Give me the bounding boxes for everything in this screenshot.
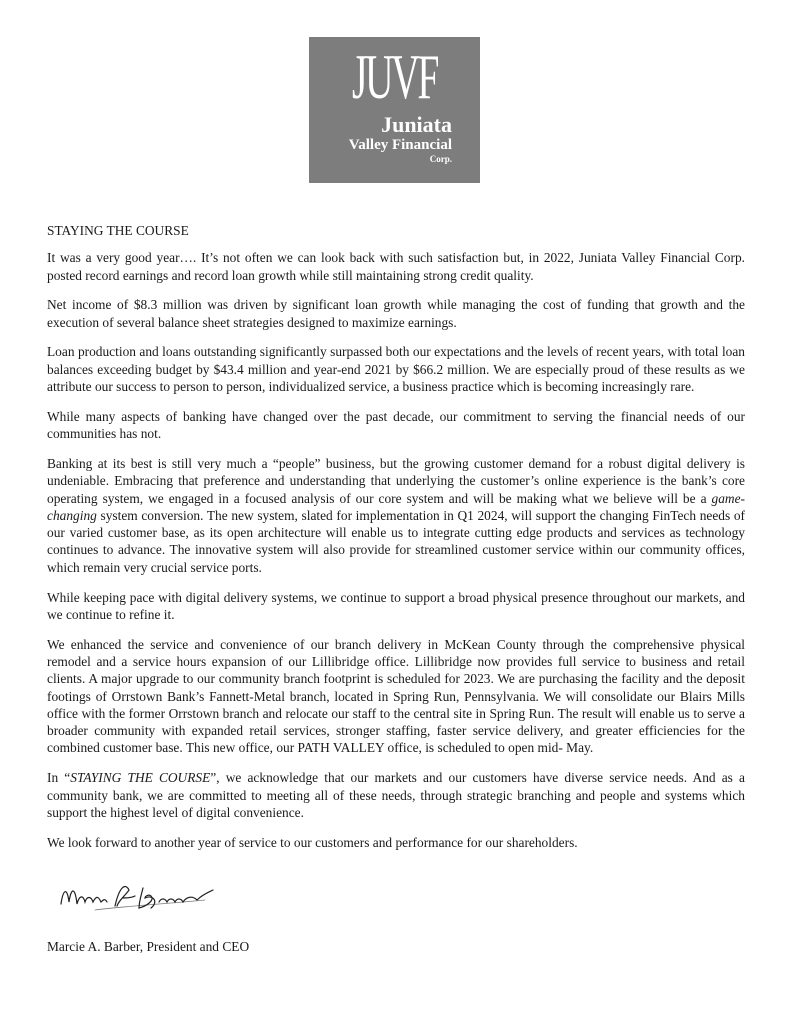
paragraph-loan-production: Loan production and loans outstanding significantly surpassed both our expectations and the levels of recent years, with total loan balances exceeding budget by $43.4 million and year-end 2021 by $66.2 million. We are especially proud of these results as we attribute our success to person to person, individualized service, a business practice which is becoming increasingly rare. [47,344,745,395]
paragraph-net-income: Net income of $8.3 million was driven by significant loan growth while managing the cost of funding that growth and the execution of several balance sheet strategies designed to maximize earnings. [47,297,745,330]
logo-monogram: JUVF [352,41,437,112]
paragraph-branch-delivery: We enhanced the service and convenience of our branch delivery in McKean County through the comprehensive physical remodel and a service hours expansion of our Lillibridge office. Lillibridge now provides full service to business and retail clients. A major upgrade to our community branch footprint is scheduled for 2023. We are purchasing the facility and the deposit footings of Orrstown Bank’s Fannett-Metal branch, located in Spring Run, Pennsylvania. We will consolidate our Blairs Mills office with the former Orrstown branch and relocate our staff to the central site in Spring Run. The result will enable us to serve a broader community with expanded retail services, stronger staffing, faster service delivery, and greater efficiencies for the combined customer base. This new office, our PATH VALLEY office, is scheduled to open mid- May. [47,636,745,756]
paragraph-staying-course [47,769,745,821]
paragraph-physical-presence: While keeping pace with digital delivery systems, we continue to support a broad physical presence throughout our markets, and we continue to refine it. [47,589,745,622]
paragraph-record-year: It was a very good year…. It’s not often we can look back with such satisfaction but, in 2022, Juniata Valley Financial Corp. posted record earnings and record loan growth while still maintaining strong credit quality. [47,250,745,283]
letter-heading: STAYING THE COURSE [47,223,189,238]
paragraph-text: Banking at its best is still very much a “people” business, but the growing customer demand for a robust digital delivery is undeniable. Embracing that preference and understanding that underlying the customer’s online experience is the bank’s core operating system, we engaged in a focused analysis of our core system and will be making what we believe will be a [47,455,745,506]
logo-name: Juniata [381,112,452,137]
letter-body [47,222,745,863]
logo-subtitle: Valley Financial [348,137,452,153]
paragraph-text: ”, we acknowledge that our markets and our customers have diverse service needs. And as a community bank, we are committed to meeting all of these needs, through strategic branching and people and systems which support the highest level of digital convenience. [47,770,745,820]
paragraph-digital-delivery [47,455,745,576]
paragraph-text: In “ [47,770,71,786]
paragraph-text: system conversion. The new system, slated for implementation in Q1 2024, will support the changing FinTech needs of our varied customer base, as its open architecture will enable us to integrate cutting edge products and services as technology continues to advance. The innovative system will also provide for streamlined customer service within our community offices, which remain very crucial service ports. [47,507,745,575]
company-logo [309,37,480,183]
signer-name: Marcie A. Barber, President and CEO [47,939,250,954]
handwritten-signature [55,880,220,920]
emphasis-text: game-changing [47,490,745,523]
logo-corp: Corp. [429,154,452,164]
emphasis-text: STAYING THE COURSE [70,770,211,786]
paragraph-look-forward: We look forward to another year of service to our customers and performance for our shareholders. [47,834,578,850]
paragraph-commitment: While many aspects of banking have changed over the past decade, our commitment to serving the financial needs of our communities has not. [47,408,745,442]
